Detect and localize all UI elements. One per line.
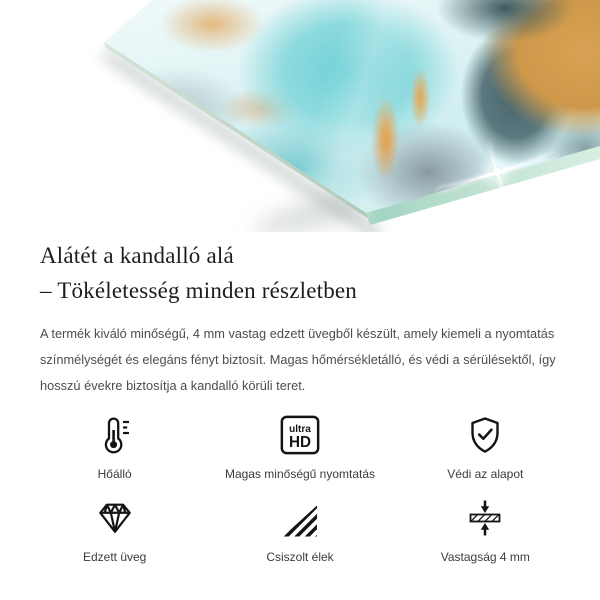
thermometer-icon bbox=[95, 413, 135, 457]
ultra-hd-icon bbox=[279, 413, 321, 457]
feature-label: Edzett üveg bbox=[82, 550, 147, 564]
diamond-icon bbox=[93, 496, 137, 540]
svg-text:HD: HD bbox=[288, 433, 312, 451]
page-title-line2: – Tökéletesség minden részletben bbox=[40, 278, 358, 303]
feature-grid bbox=[22, 413, 578, 564]
polished-edges-icon bbox=[283, 496, 317, 540]
feature-label: Csiszolt élek bbox=[266, 550, 334, 564]
product-photo bbox=[0, 0, 600, 232]
feature-label: Vastagság 4 mm bbox=[440, 550, 530, 564]
feature-heat-resistant bbox=[22, 413, 207, 481]
feature-tempered-glass bbox=[22, 496, 207, 564]
svg-text:ultra: ultra bbox=[289, 424, 311, 436]
feature-print-quality bbox=[207, 413, 392, 481]
description-line: A termék kiváló minőségű, 4 mm vastag edzett üvegből készült, amely kiemeli a nyomtatás bbox=[40, 326, 555, 341]
page-title-line1: Alátét a kandalló alá bbox=[40, 243, 234, 268]
description-line: hosszú évekre biztosítja a kandalló körüli teret. bbox=[40, 378, 306, 393]
glass-panel-artwork bbox=[0, 0, 600, 232]
feature-polished-edges bbox=[207, 496, 392, 564]
feature-label: Hőálló bbox=[97, 467, 132, 481]
feature-thickness bbox=[393, 496, 578, 564]
shield-check-icon bbox=[465, 413, 505, 457]
feature-protects-base bbox=[393, 413, 578, 481]
product-description bbox=[40, 321, 560, 399]
thickness-icon bbox=[465, 496, 505, 540]
feature-label: Magas minőségű nyomtatás bbox=[224, 467, 376, 481]
page-title bbox=[40, 238, 560, 308]
feature-label: Védi az alapot bbox=[447, 467, 524, 481]
description-line: színmélységét és elegáns fényt biztosít. Magas hőmérsékletálló, és védi a sérülésektől, így bbox=[40, 352, 556, 367]
